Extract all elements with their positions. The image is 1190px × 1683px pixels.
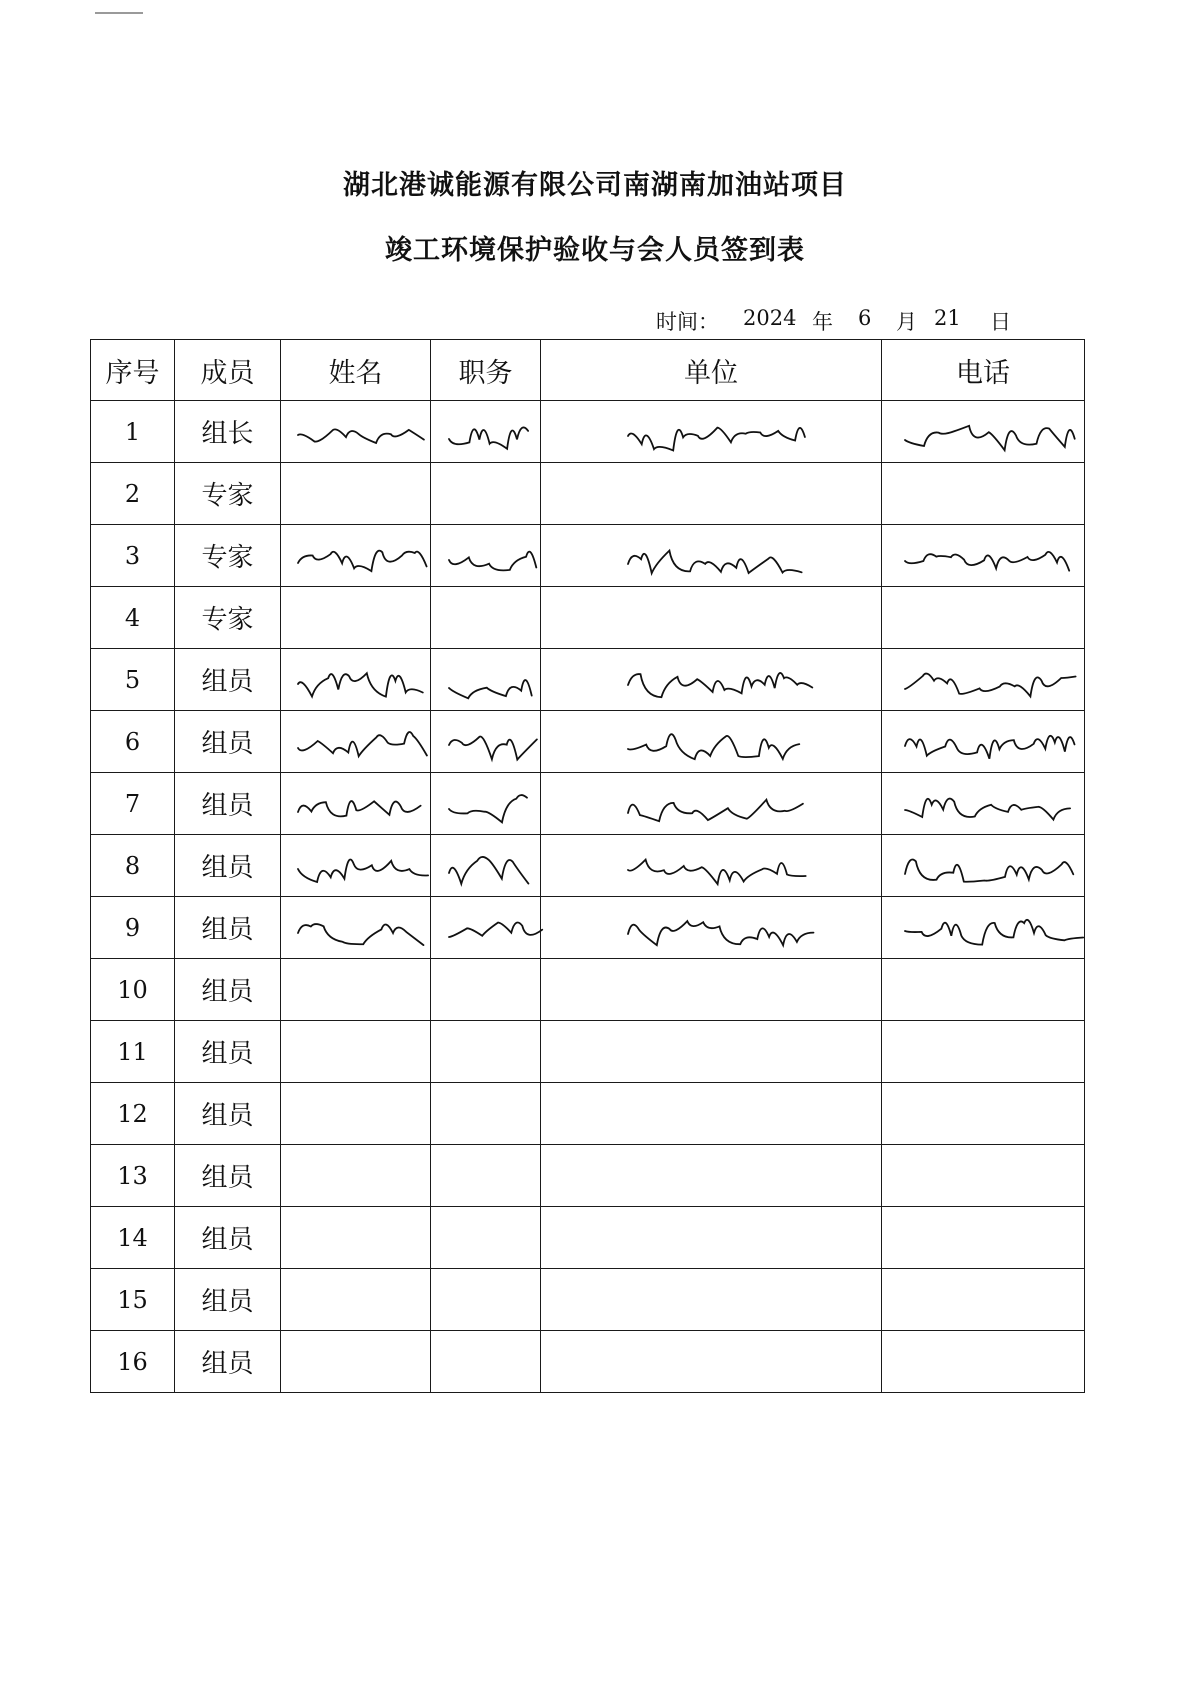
cell-unit [541, 959, 882, 1021]
cell-member: 组员 [175, 1083, 281, 1145]
date-line [0, 306, 1190, 336]
cell-phone [882, 959, 1085, 1021]
cell-unit [541, 1269, 882, 1331]
cell-unit [541, 1021, 882, 1083]
table-row [91, 587, 1085, 649]
cell-member: 组员 [175, 959, 281, 1021]
table-row [91, 1145, 1085, 1207]
scan-edge-mark [95, 12, 143, 14]
cell-member: 专家 [175, 525, 281, 587]
cell-no: 11 [91, 1021, 175, 1083]
handwritten-unit-signature-drawing [622, 655, 812, 707]
handwritten-unit-signature [545, 717, 889, 772]
cell-name [281, 835, 431, 897]
handwritten-unit-signature [545, 531, 889, 586]
handwritten-unit-signature [545, 903, 889, 958]
handwritten-position-signature [435, 407, 548, 462]
cell-phone [882, 401, 1085, 463]
header-member: 成员 [175, 340, 281, 401]
table-row [91, 1331, 1085, 1393]
cell-no: 9 [91, 897, 175, 959]
cell-phone [882, 587, 1085, 649]
cell-position [431, 1083, 541, 1145]
handwritten-position-signature-drawing [443, 841, 541, 893]
cell-member: 组员 [175, 897, 281, 959]
handwritten-unit-signature [545, 407, 889, 462]
handwritten-name-signature [285, 779, 438, 834]
handwritten-name-signature [285, 531, 438, 586]
handwritten-phone-signature [886, 841, 1092, 896]
handwritten-phone-signature-drawing [899, 655, 1079, 707]
cell-no: 12 [91, 1083, 175, 1145]
handwritten-name-signature-drawing [292, 903, 432, 955]
cell-position [431, 773, 541, 835]
cell-position [431, 463, 541, 525]
handwritten-phone-signature [886, 655, 1092, 710]
cell-unit [541, 897, 882, 959]
cell-phone [882, 1207, 1085, 1269]
cell-phone [882, 711, 1085, 773]
handwritten-name-signature [285, 841, 438, 896]
cell-name [281, 1021, 431, 1083]
cell-phone [882, 649, 1085, 711]
handwritten-position-signature-drawing [443, 717, 541, 769]
cell-name [281, 959, 431, 1021]
cell-no: 3 [91, 525, 175, 587]
cell-position [431, 1207, 541, 1269]
header-phone: 电话 [882, 340, 1085, 401]
handwritten-unit-signature [545, 841, 889, 896]
date-day-unit: 日 [990, 310, 1011, 334]
cell-no: 6 [91, 711, 175, 773]
cell-name [281, 649, 431, 711]
cell-member: 组员 [175, 1145, 281, 1207]
cell-phone [882, 897, 1085, 959]
handwritten-position-signature-drawing [443, 903, 541, 955]
cell-unit [541, 401, 882, 463]
cell-member: 专家 [175, 587, 281, 649]
cell-member: 专家 [175, 463, 281, 525]
cell-name [281, 1269, 431, 1331]
cell-unit [541, 649, 882, 711]
handwritten-unit-signature-drawing [622, 717, 812, 769]
handwritten-phone-signature [886, 407, 1092, 462]
cell-position [431, 1145, 541, 1207]
table-row [91, 959, 1085, 1021]
cell-unit [541, 1145, 882, 1207]
cell-position [431, 587, 541, 649]
cell-no: 8 [91, 835, 175, 897]
table-row [91, 525, 1085, 587]
handwritten-unit-signature-drawing [622, 407, 812, 459]
cell-unit [541, 463, 882, 525]
table-row [91, 897, 1085, 959]
date-year-unit: 年 [812, 310, 833, 334]
handwritten-phone-signature [886, 717, 1092, 772]
handwritten-position-signature-drawing [443, 407, 541, 459]
document-title-line2: 竣工环境保护验收与会人员签到表 [385, 235, 805, 266]
cell-position [431, 711, 541, 773]
cell-position [431, 525, 541, 587]
cell-name [281, 1145, 431, 1207]
handwritten-name-signature [285, 717, 438, 772]
handwritten-phone-signature-drawing [899, 779, 1079, 831]
date-month-unit: 月 [896, 310, 917, 334]
handwritten-unit-signature [545, 779, 889, 834]
handwritten-position-signature [435, 841, 548, 896]
cell-no: 16 [91, 1331, 175, 1393]
cell-name [281, 587, 431, 649]
cell-position [431, 835, 541, 897]
handwritten-position-signature [435, 531, 548, 586]
cell-phone [882, 835, 1085, 897]
handwritten-phone-signature [886, 903, 1092, 958]
cell-name [281, 773, 431, 835]
cell-name [281, 401, 431, 463]
cell-phone [882, 1145, 1085, 1207]
cell-position [431, 1021, 541, 1083]
cell-no: 10 [91, 959, 175, 1021]
cell-unit [541, 773, 882, 835]
handwritten-phone-signature [886, 531, 1092, 586]
cell-no: 14 [91, 1207, 175, 1269]
handwritten-phone-signature-drawing [899, 717, 1079, 769]
handwritten-phone-signature-drawing [899, 903, 1079, 955]
cell-phone [882, 1021, 1085, 1083]
header-unit: 单位 [541, 340, 882, 401]
cell-name [281, 1331, 431, 1393]
cell-member: 组员 [175, 1269, 281, 1331]
table-header-row [91, 340, 1085, 401]
document-title-line1: 湖北港诚能源有限公司南湖南加油站项目 [343, 170, 847, 201]
table-row [91, 1269, 1085, 1331]
handwritten-phone-signature-drawing [899, 407, 1079, 459]
cell-no: 5 [91, 649, 175, 711]
cell-member: 组员 [175, 711, 281, 773]
cell-phone [882, 1331, 1085, 1393]
cell-no: 13 [91, 1145, 175, 1207]
cell-name [281, 463, 431, 525]
header-position: 职务 [431, 340, 541, 401]
table-row [91, 401, 1085, 463]
cell-position [431, 959, 541, 1021]
handwritten-name-signature [285, 655, 438, 710]
table-row [91, 711, 1085, 773]
cell-member: 组员 [175, 1331, 281, 1393]
cell-name [281, 897, 431, 959]
handwritten-name-signature-drawing [292, 717, 432, 769]
handwritten-unit-signature-drawing [622, 903, 812, 955]
cell-position [431, 401, 541, 463]
table-row [91, 773, 1085, 835]
table-row [91, 463, 1085, 525]
cell-unit [541, 587, 882, 649]
cell-name [281, 525, 431, 587]
cell-member: 组员 [175, 1207, 281, 1269]
handwritten-position-signature [435, 717, 548, 772]
header-name: 姓名 [281, 340, 431, 401]
cell-position [431, 1331, 541, 1393]
handwritten-name-signature [285, 407, 438, 462]
cell-name [281, 711, 431, 773]
cell-member: 组员 [175, 1021, 281, 1083]
table-row [91, 1021, 1085, 1083]
handwritten-position-signature-drawing [443, 655, 541, 707]
cell-name [281, 1207, 431, 1269]
header-no: 序号 [91, 340, 175, 401]
cell-unit [541, 525, 882, 587]
cell-phone [882, 525, 1085, 587]
handwritten-position-signature-drawing [443, 531, 541, 583]
handwritten-position-signature [435, 779, 548, 834]
date-year: 2024 [743, 306, 797, 330]
handwritten-name-signature-drawing [292, 531, 432, 583]
table-row [91, 835, 1085, 897]
cell-unit [541, 835, 882, 897]
cell-unit [541, 1207, 882, 1269]
handwritten-unit-signature-drawing [622, 531, 812, 583]
handwritten-unit-signature [545, 655, 889, 710]
sign-in-table [90, 339, 1085, 1393]
handwritten-unit-signature-drawing [622, 779, 812, 831]
cell-unit [541, 1331, 882, 1393]
cell-phone [882, 773, 1085, 835]
handwritten-phone-signature-drawing [899, 841, 1079, 893]
cell-unit [541, 1083, 882, 1145]
date-day: 21 [934, 306, 961, 330]
handwritten-name-signature-drawing [292, 841, 432, 893]
cell-no: 4 [91, 587, 175, 649]
cell-unit [541, 711, 882, 773]
table-row [91, 649, 1085, 711]
handwritten-name-signature [285, 903, 438, 958]
date-label: 时间： [656, 310, 719, 334]
cell-no: 7 [91, 773, 175, 835]
cell-no: 15 [91, 1269, 175, 1331]
cell-member: 组长 [175, 401, 281, 463]
handwritten-name-signature-drawing [292, 779, 432, 831]
cell-no: 1 [91, 401, 175, 463]
cell-phone [882, 463, 1085, 525]
cell-member: 组员 [175, 773, 281, 835]
cell-member: 组员 [175, 649, 281, 711]
handwritten-name-signature-drawing [292, 407, 432, 459]
cell-position [431, 897, 541, 959]
cell-phone [882, 1083, 1085, 1145]
date-month: 6 [858, 306, 872, 330]
handwritten-phone-signature [886, 779, 1092, 834]
handwritten-position-signature [435, 903, 548, 958]
cell-name [281, 1083, 431, 1145]
table-row [91, 1083, 1085, 1145]
handwritten-position-signature-drawing [443, 779, 541, 831]
handwritten-unit-signature-drawing [622, 841, 812, 893]
cell-member: 组员 [175, 835, 281, 897]
handwritten-name-signature-drawing [292, 655, 432, 707]
cell-position [431, 1269, 541, 1331]
table-row [91, 1207, 1085, 1269]
cell-no: 2 [91, 463, 175, 525]
cell-position [431, 649, 541, 711]
cell-phone [882, 1269, 1085, 1331]
handwritten-position-signature [435, 655, 548, 710]
handwritten-phone-signature-drawing [899, 531, 1079, 583]
